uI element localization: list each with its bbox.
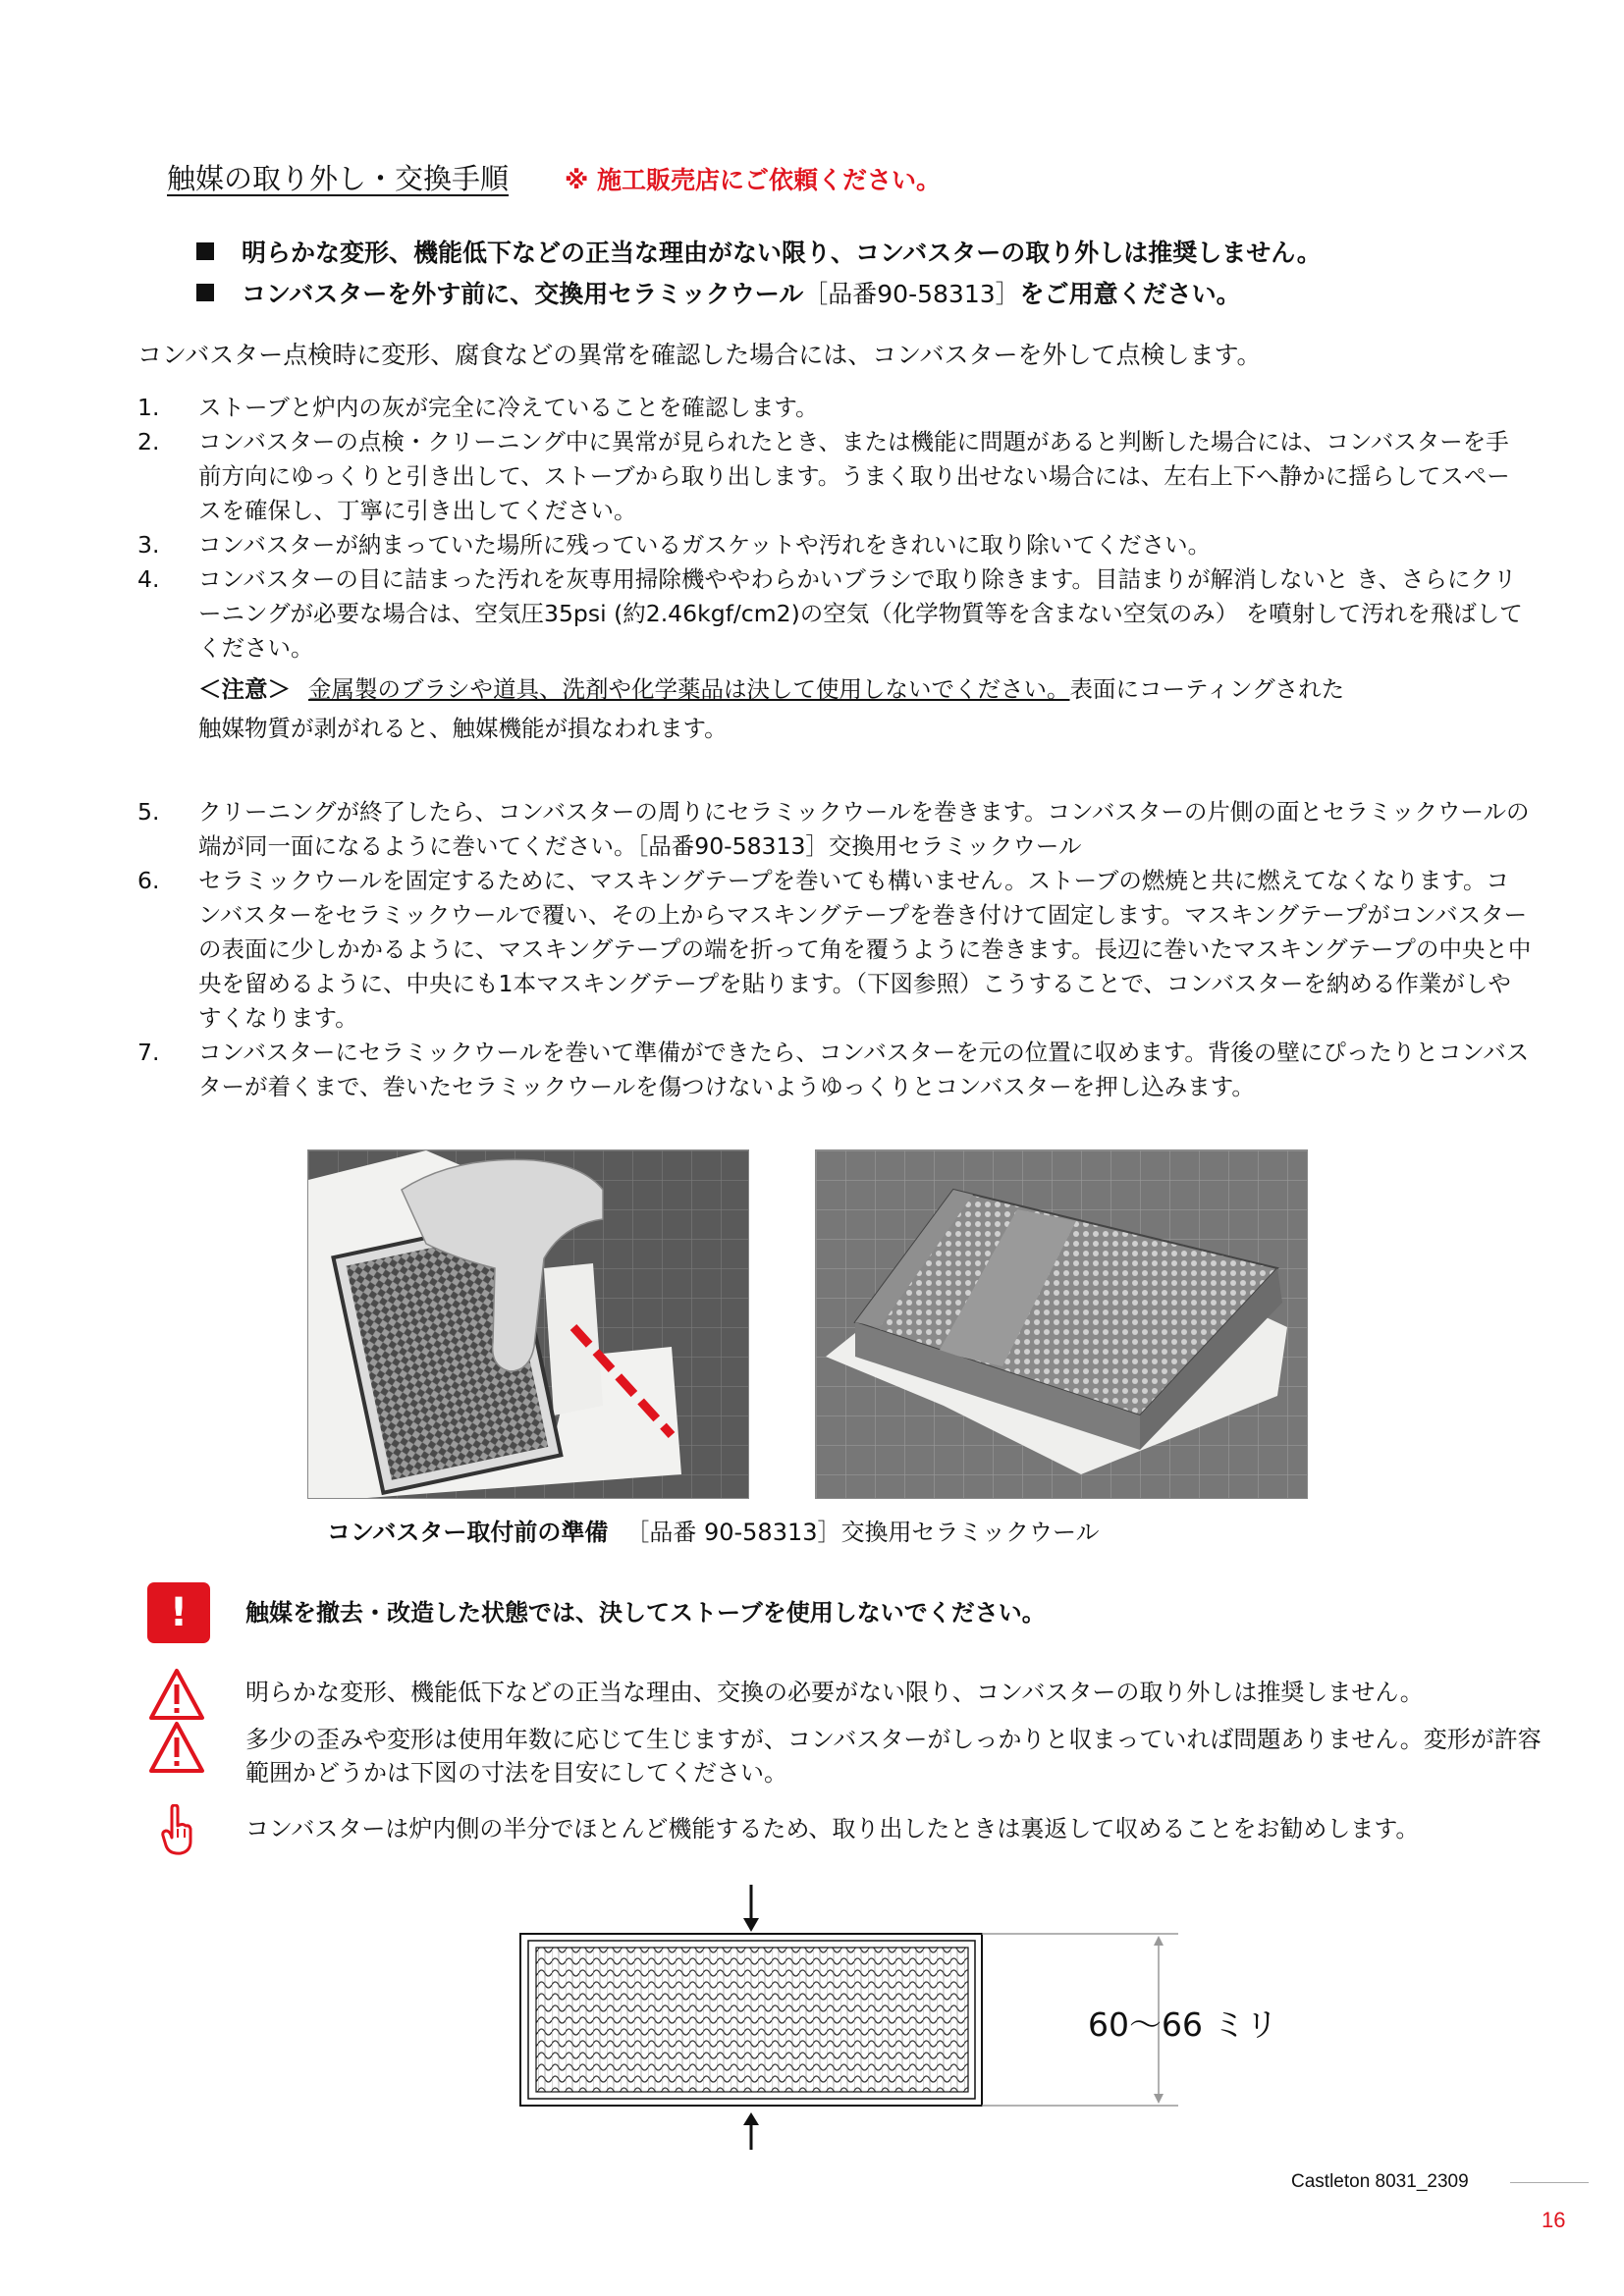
step-item [137,528,1532,562]
page-number: 16 [1542,2208,1566,2232]
step-number: 5. [137,798,160,826]
caution-underlined: 金属製のブラシや道具、洗剤や化学薬品は決して使用しないでください。 [308,675,1070,703]
footer-divider [1510,2182,1589,2183]
step-number: 7. [137,1039,160,1066]
photo-caption [327,1513,1100,1547]
step-item [137,425,1532,528]
step-text: コンバスターの点検・クリーニング中に異常が見られたとき、または機能に問題があると判断した場合には、コンバスターを手前方向にゆっくりと引き出して、ストーブから取り出します。うまく取り出せない場合には、左右上下へ静かに揺らしてスペースを確保し、丁寧に引き出してください。 [198,428,1510,524]
step-text: クリーニングが終了したら、コンバスターの周りにセラミックウールを巻きます。コンバスターの片側の面とセラミックウールの端が同一面になるように巻いてください。［品番90-58313］交換用セラミックウール [198,798,1530,860]
warning-text: 触媒を撤去・改造した状態では、決してストーブを使用しないでください。 [245,1599,1046,1627]
square-bullet-icon [196,284,214,301]
caution-label: ＜注意＞ [198,675,291,703]
procedure-steps [137,391,1532,1104]
step-number: 1. [137,394,160,421]
caution-rest: 表面にコーティングされた [1069,675,1345,703]
dimension-label: 60〜66 ミリ [1088,2005,1278,2044]
bullet-text: をご用意ください。 [1019,280,1241,308]
step-number: 2. [137,428,160,455]
step-text: セラミックウールを固定するために、マスキングテープを巻いても構いません。ストーブの燃焼と共に燃えてなくなります。コンバスターをセラミックウールで覆い、その上からマスキングテープを巻き付けて固定します。マスキングテープがコンバスターの表面に少しかかるように、マスキングテープの端を折って角を覆うように巻きます。長辺に巻いたマスキングテープの中央と中央を留めるように、中央にも1本マスキングテープを貼ります。（下図参照）こうすることで、コンバスターを納める作業がしやすくなります。 [198,867,1532,1032]
exclamation-icon: ! [147,1582,210,1643]
step-item [137,795,1532,864]
bullet-text: コンバスターを外す前に、交換用セラミックウール [242,280,804,308]
step-number: 3. [137,531,160,559]
bullet-text: 明らかな変形、機能低下などの正当な理由がない限り、コンバスターの取り外しは推奨しません。 [242,239,1322,267]
bullet-item [196,275,1241,310]
step-item [137,864,1532,1036]
intro-text: コンバスター点検時に変形、腐食などの異常を確認した場合には、コンバスターを外して点検します。 [137,341,1262,369]
warning-text: 多少の歪みや変形は使用年数に応じて生じますが、コンバスターがしっかりと収まっていれば問題ありません。変形が許容範囲かどうかは下図の寸法を目安にしてください。 [245,1726,1542,1787]
caution-note [198,669,1532,709]
step-text: ストーブと炉内の灰が完全に冷えていることを確認します。 [198,394,819,421]
step-text: コンバスターにセラミックウールを巻いて準備ができたら、コンバスターを元の位置に収めます。背後の壁にぴったりとコンバスターが着くまで、巻いたセラミックウールを傷つけないようゆっくりとコンバスターを押し込みます。 [198,1039,1530,1100]
warning-text: 明らかな変形、機能低下などの正当な理由、交換の必要がない限り、コンバスターの取り外しは推奨しません。 [245,1679,1424,1706]
step-number: 4. [137,565,160,593]
warning-text: コンバスターは炉内側の半分でほとんど機能するため、取り出したときは裏返して収めることをお勧めします。 [245,1815,1420,1842]
footer-brand: Castleton 8031_2309 [1291,2171,1469,2192]
step-item [137,391,1532,425]
step-item [137,1036,1532,1104]
caption-rest: ［品番 90-58313］交換用セラミックウール [625,1519,1100,1546]
bullet-item [196,234,1322,269]
step-number: 6. [137,867,160,894]
step-text: コンバスターが納まっていた場所に残っているガスケットや汚れをきれいに取り除いてください。 [198,531,1212,559]
combustor-dimension-diagram [511,1885,1178,2150]
step-text: コンバスターの目に詰まった汚れを灰専用掃除機ややわらかいブラシで取り除きます。目詰まりが解消しないと き、さらにクリーニングが必要な場合は、空気圧35psi (約2.46kgf/cm2)の空気（化学物質等を含まない空気のみ） を噴射して汚れを飛ばしてください。 [198,565,1523,662]
square-bullet-icon [196,242,214,260]
caption-bold: コンバスター取付前の準備 [327,1519,609,1546]
caution-line2: 触媒物質が剥がれると、触媒機能が損なわれます。 [198,715,728,742]
step-item [137,562,1532,748]
section-title: 触媒の取り外し・交換手順 [167,162,510,195]
pointing-hand-icon [159,1804,194,1855]
photo-wrapped-combustor [815,1149,1308,1499]
warning-triangle-icon [147,1667,206,1722]
photo-wrapping-wool [307,1149,749,1499]
dealer-request-note: ※ 施工販売店にご依頼ください。 [565,166,942,194]
warning-triangle-icon [147,1720,206,1775]
part-number: ［品番90-58313］ [803,280,1020,308]
